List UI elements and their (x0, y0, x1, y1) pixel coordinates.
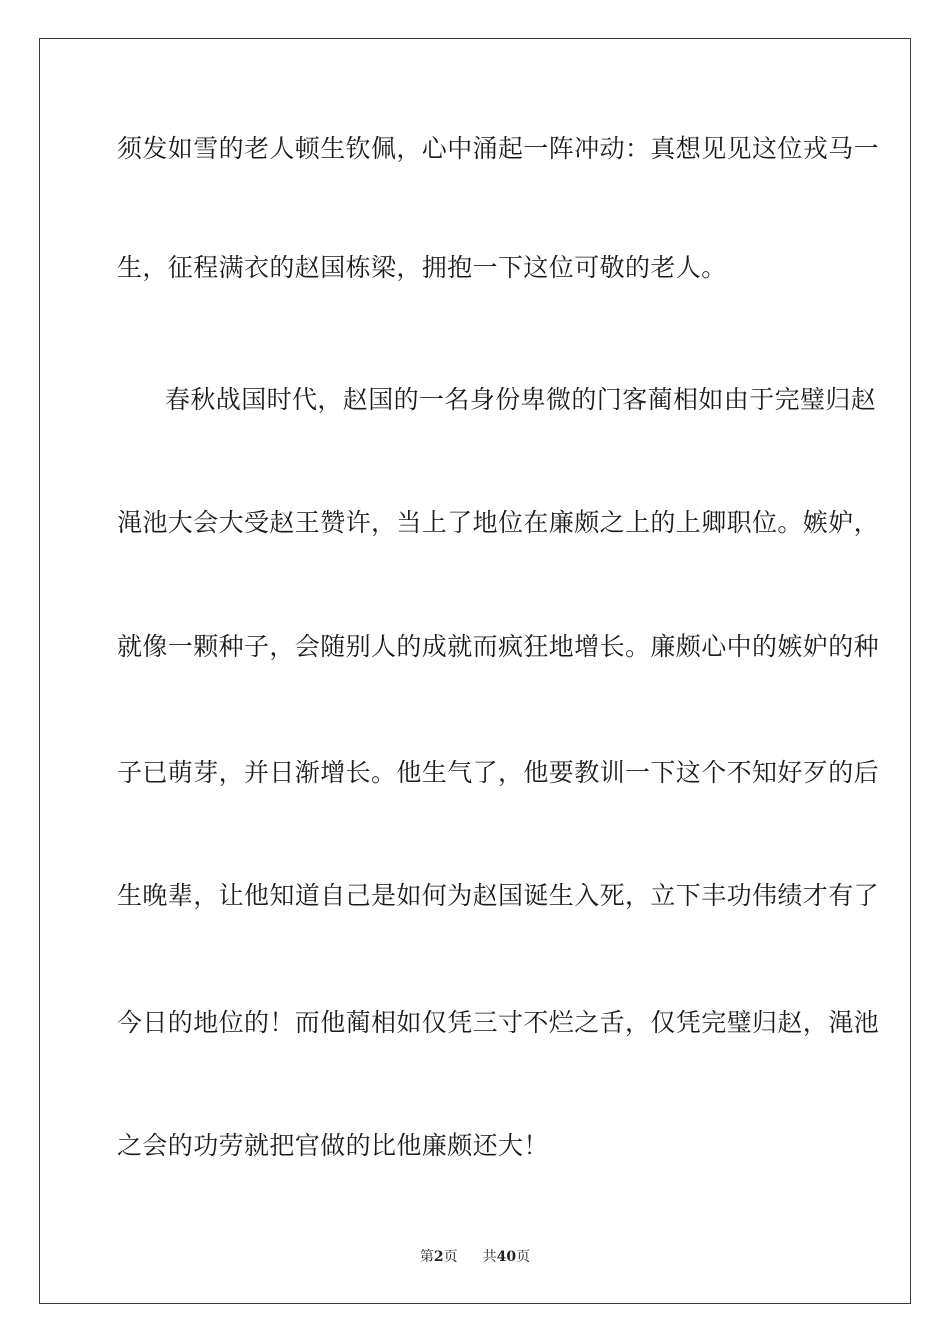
total-pages-indicator (483, 1247, 530, 1267)
page-prefix: 第 (419, 1249, 434, 1265)
page-indicator (420, 1247, 458, 1267)
text-line-2: 生，征程满衣的赵国栋梁，拥抱一下这位可敬的老人。 (117, 253, 727, 282)
page-suffix: 页 (443, 1249, 458, 1265)
total-pages: 40 (496, 1249, 517, 1265)
text-line-8: 今日的地位的！而他蔺相如仅凭三寸不烂之舌，仅凭完璧归赵，渑池 (117, 1008, 880, 1037)
text-line-9: 之会的功劳就把官做的比他廉颇还大！ (117, 1131, 549, 1160)
text-line-5: 就像一颗种子，会随别人的成就而疯狂地增长。廉颇心中的嫉妒的种 (117, 632, 880, 661)
page-border (39, 38, 911, 1304)
text-line-1: 须发如雪的老人顿生钦佩，心中涌起一阵冲动：真想见见这位戎马一 (117, 134, 880, 163)
total-suffix: 页 (516, 1249, 531, 1265)
text-line-3: 春秋战国时代，赵国的一名身份卑微的门客蔺相如由于完璧归赵 (165, 385, 877, 414)
total-prefix: 共 (482, 1249, 497, 1265)
text-line-6: 子已萌芽，并日渐增长。他生气了，他要教训一下这个不知好歹的后 (117, 758, 880, 787)
page-number: 2 (433, 1249, 444, 1265)
text-line-4: 渑池大会大受赵王赞许，当上了地位在廉颇之上的上卿职位。嫉妒， (117, 508, 880, 537)
text-line-7: 生晚辈，让他知道自己是如何为赵国诞生入死，立下丰功伟绩才有了 (117, 881, 880, 910)
page-footer (0, 1247, 950, 1267)
